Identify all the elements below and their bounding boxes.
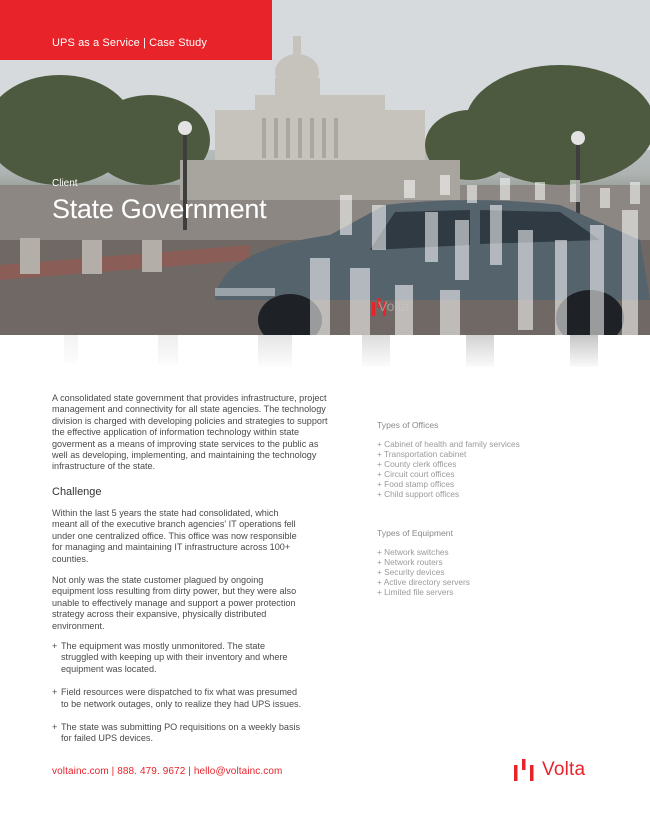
car-decal-logo <box>372 298 409 314</box>
stripe-fade <box>0 335 650 370</box>
list-item: + Circuit court offices <box>377 469 455 479</box>
list-item: + Child support offices <box>377 489 460 499</box>
bullet-plus: + <box>52 722 58 733</box>
bullet-plus: + <box>52 641 58 651</box>
list-item: + Transportation cabinet <box>377 449 467 459</box>
list-item <box>52 687 302 710</box>
hero-image <box>0 0 650 335</box>
volta-logo <box>514 758 585 782</box>
challenge-paragraph-2: Not only was the state customer plagued by ongoing equipment loss resulting from dirty power, but they were also unable to effectively manage and support a power protection strategy across their expansive, physically distributed environment. <box>52 575 297 631</box>
list-item: + Security devices <box>377 567 445 577</box>
offices-list <box>377 439 520 499</box>
list-item: + Cabinet of health and family services <box>377 439 520 449</box>
footer-contact: voltainc.com | 888. 479. 9672 | hello@voltainc.com <box>52 766 283 777</box>
bullet-text: Field resources were dispatched to fix what was presumed to be network outages, only to realize they had UPS issues. <box>61 687 302 709</box>
equipment-heading: Types of Equipment <box>377 528 453 538</box>
challenge-bullet-list <box>52 641 302 757</box>
case-study-tag-label: UPS as a Service | Case Study <box>52 37 207 49</box>
list-item: + Active directory servers <box>377 577 470 587</box>
list-item: + County clerk offices <box>377 459 457 469</box>
challenge-paragraph-1: Within the last 5 years the state had consolidated, which meant all of the executive branch agencies' IT operations fell under one centralized office. This office was now responsible for managing and maintaining IT infrastructure across 100+ counties. <box>52 508 297 564</box>
bullet-text: The equipment was mostly unmonitored. The state struggled with keeping up with their inventory and where equipment was located. <box>61 641 288 674</box>
volta-mark-icon <box>514 759 534 781</box>
client-label: Client <box>52 178 78 189</box>
offices-heading: Types of Offices <box>377 420 439 430</box>
car-decal-text: Volta <box>378 298 410 314</box>
list-item: + Food stamp offices <box>377 479 455 489</box>
case-study-tag <box>0 0 272 60</box>
list-item: + Network routers <box>377 557 443 567</box>
list-item: + Network switches <box>377 547 449 557</box>
list-item <box>52 641 302 675</box>
decorative-stripes <box>0 335 650 370</box>
list-item: + Limited file servers <box>377 587 454 597</box>
challenge-heading: Challenge <box>52 486 102 498</box>
list-item <box>52 722 302 745</box>
bullet-plus: + <box>52 687 58 698</box>
logo-text: Volta <box>542 759 586 780</box>
bullet-text: The state was submitting PO requisitions on a weekly basis for failed UPS devices. <box>61 722 301 744</box>
page-title: State Government <box>52 194 267 224</box>
equipment-list <box>377 547 470 597</box>
intro-paragraph: A consolidated state government that provides infrastructure, project management and connectivity for all state agencies. The technology division is charged with developing policies and strategies to support the effective application of information technology within state goverment as a means of improving state services to the public as well as developing, implementing, and maintaining the technology infrastructure of the state. <box>52 393 328 472</box>
